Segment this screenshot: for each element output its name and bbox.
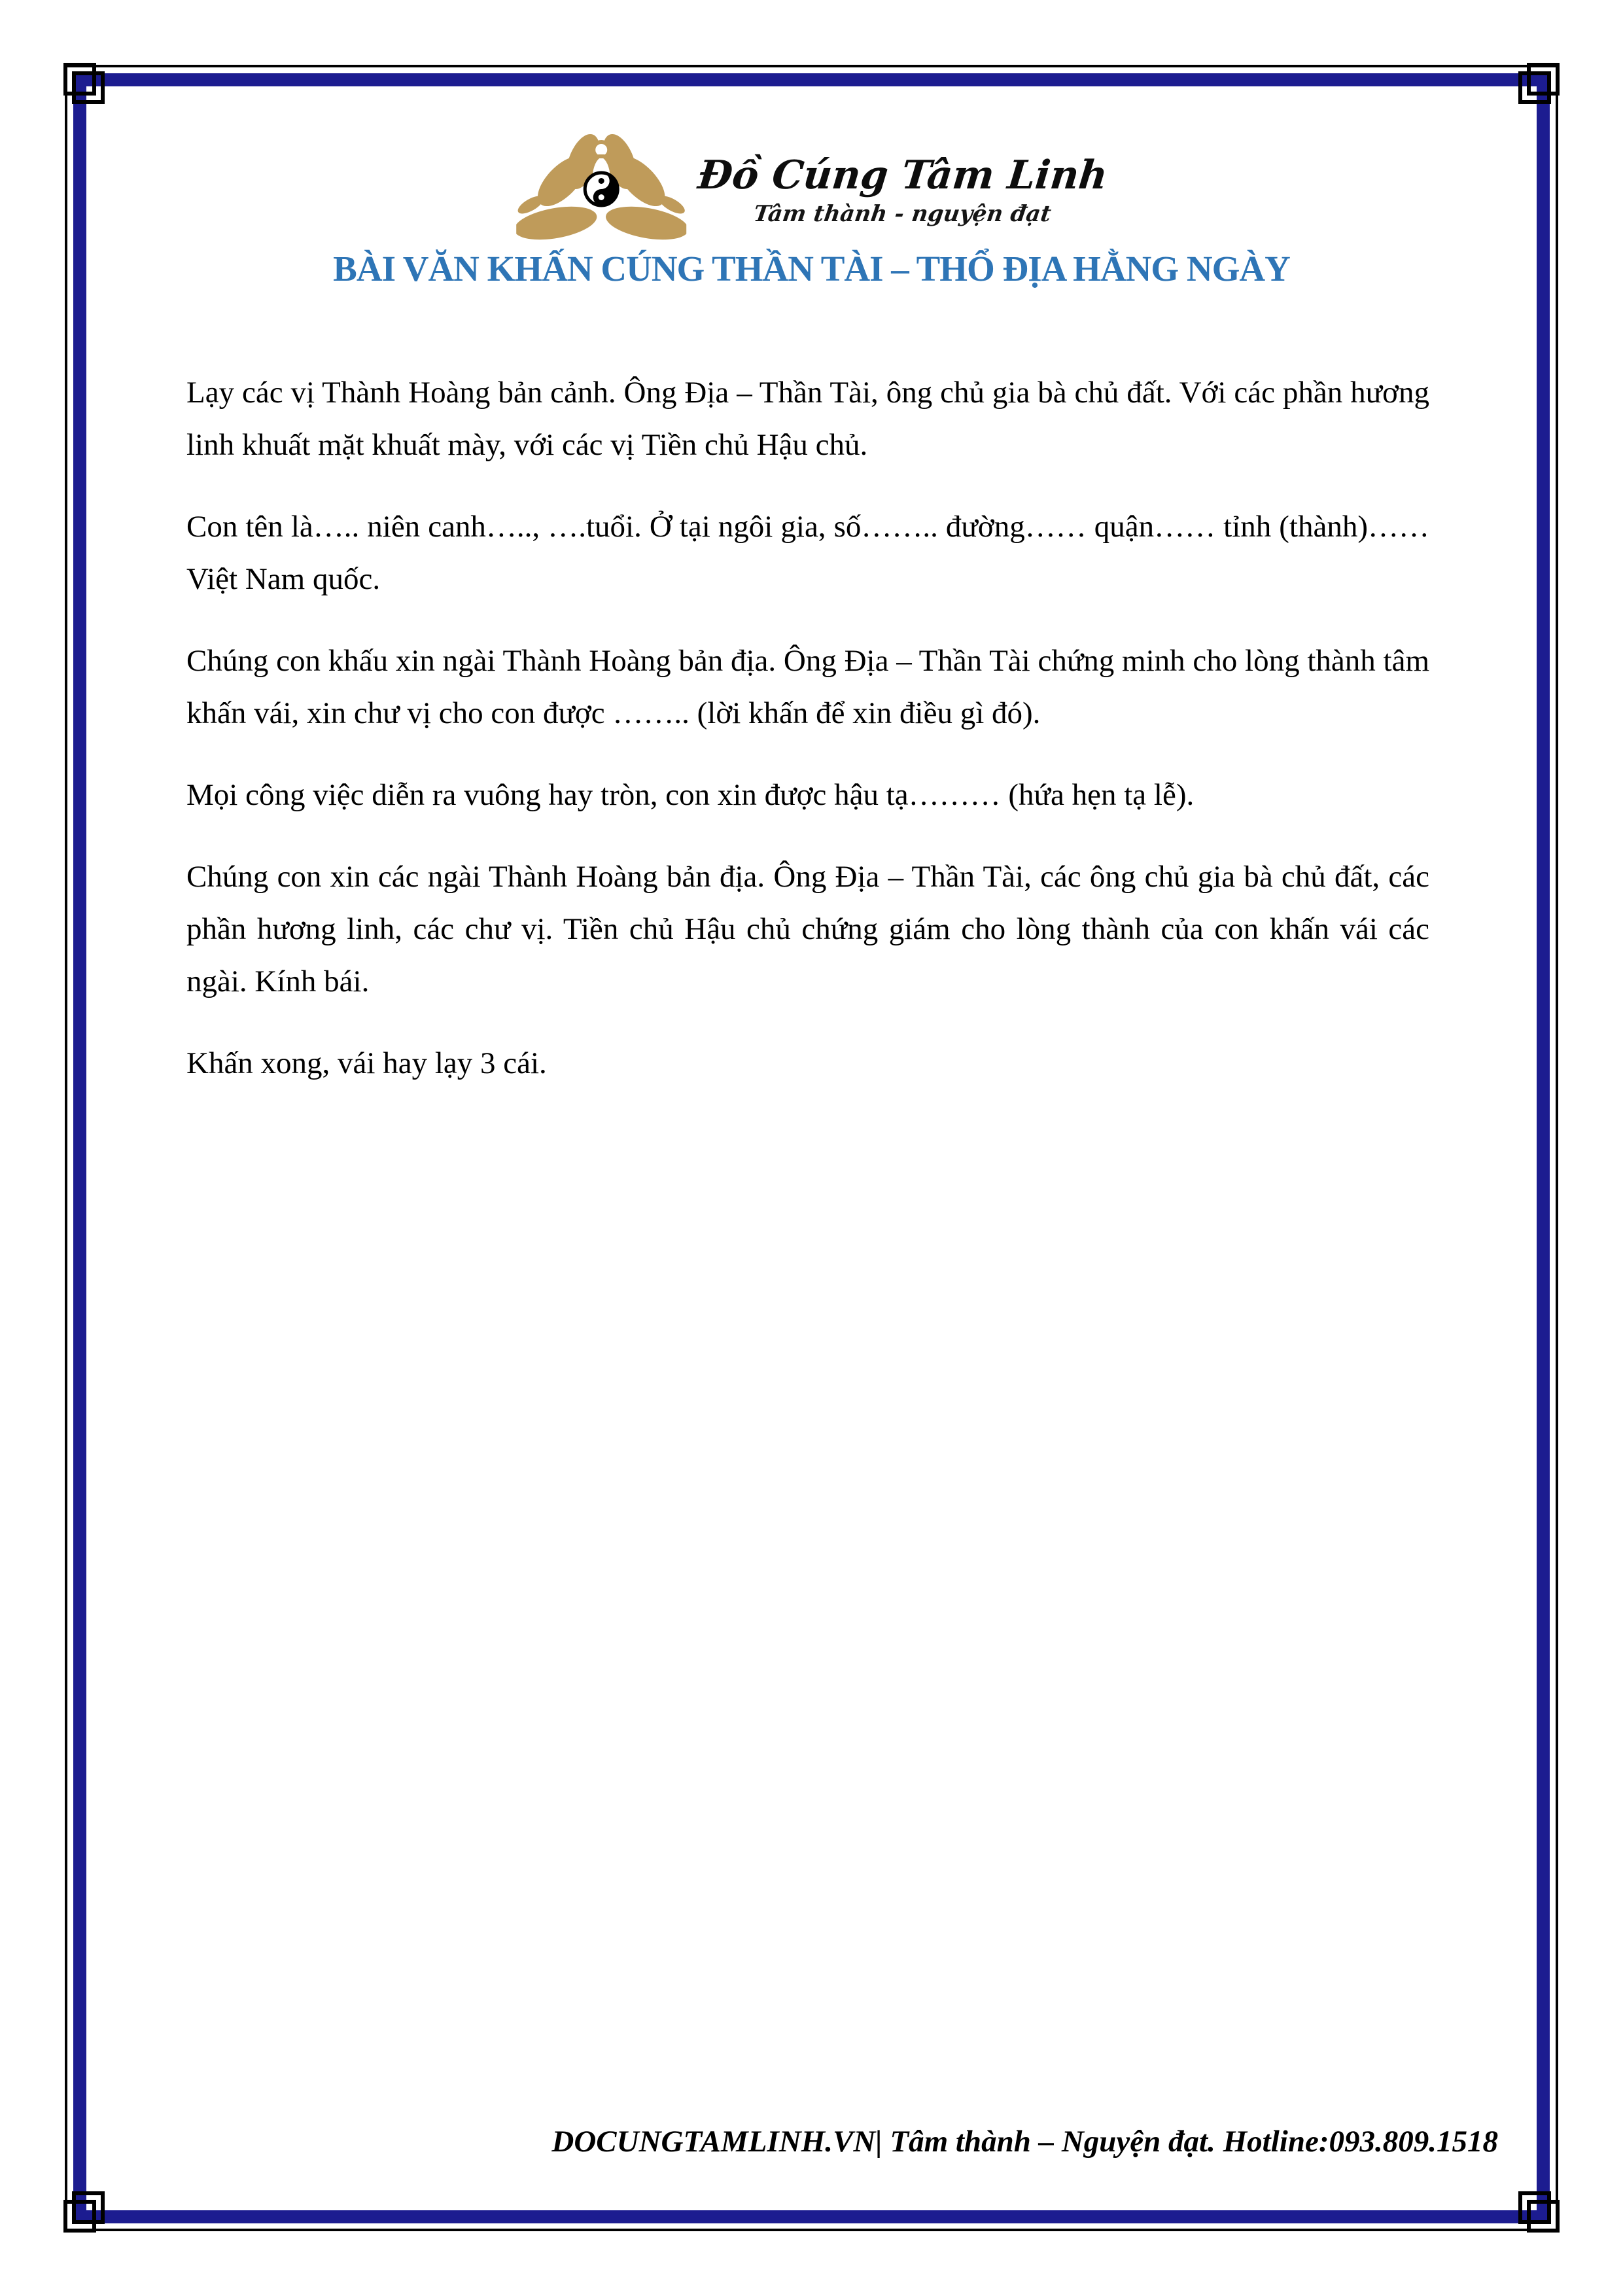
paragraph: Chúng con xin các ngài Thành Hoàng bản địa. Ông Địa – Thần Tài, các ông chủ gia bà chủ đất, các phần hương linh, các chư vị. Tiền chủ Hậu chủ chứng giám cho lòng thành của con khấn vái các ngài. Kính bái. [186, 860, 1429, 998]
lotus-icon [516, 126, 686, 254]
paragraph: Lạy các vị Thành Hoàng bản cảnh. Ông Địa – Thần Tài, ông chủ gia bà chủ đất. Với các phần hương linh khuất mặt khuất mày, với các vị Tiền chủ Hậu chủ. [186, 376, 1429, 462]
page-title: BÀI VĂN KHẤN CÚNG THẦN TÀI – THỔ ĐỊA HẰNG NGÀY [333, 249, 1290, 289]
brand-logo [516, 126, 1108, 254]
footer-text: DOCUNGTAMLINH.VN| Tâm thành – Nguyện đạt. Hotline:093.809.1518 [551, 2125, 1498, 2159]
corner-ornament-square [1518, 2191, 1551, 2224]
paragraph: Con tên là….. niên canh….., ….tuổi. Ở tại ngôi gia, số…….. đường…… quận…… tỉnh (thành)…… Việt Nam quốc. [186, 510, 1429, 596]
corner-ornament-square [72, 71, 105, 104]
corner-ornament-square [1518, 71, 1551, 104]
yin-yang-icon [585, 173, 618, 205]
paragraph: Khấn xong, vái hay lạy 3 cái. [186, 1046, 547, 1080]
paragraph: Mọi công việc diễn ra vuông hay tròn, con xin được hậu tạ……… (hứa hẹn tạ lễ). [186, 778, 1195, 812]
brand-tagline-text: Tâm thành - nguyện đạt [752, 200, 1053, 227]
corner-ornament-square [72, 2191, 105, 2224]
brand-calligraphy-text: Đồ Cúng Tâm Linh [695, 152, 1109, 198]
paragraph: Chúng con khấu xin ngài Thành Hoàng bản địa. Ông Địa – Thần Tài chứng minh cho lòng thành tâm khấn vái, xin chư vị cho con được …….. (lời khấn để xin điều gì đó). [186, 644, 1429, 730]
prayer-text [186, 366, 1429, 1089]
